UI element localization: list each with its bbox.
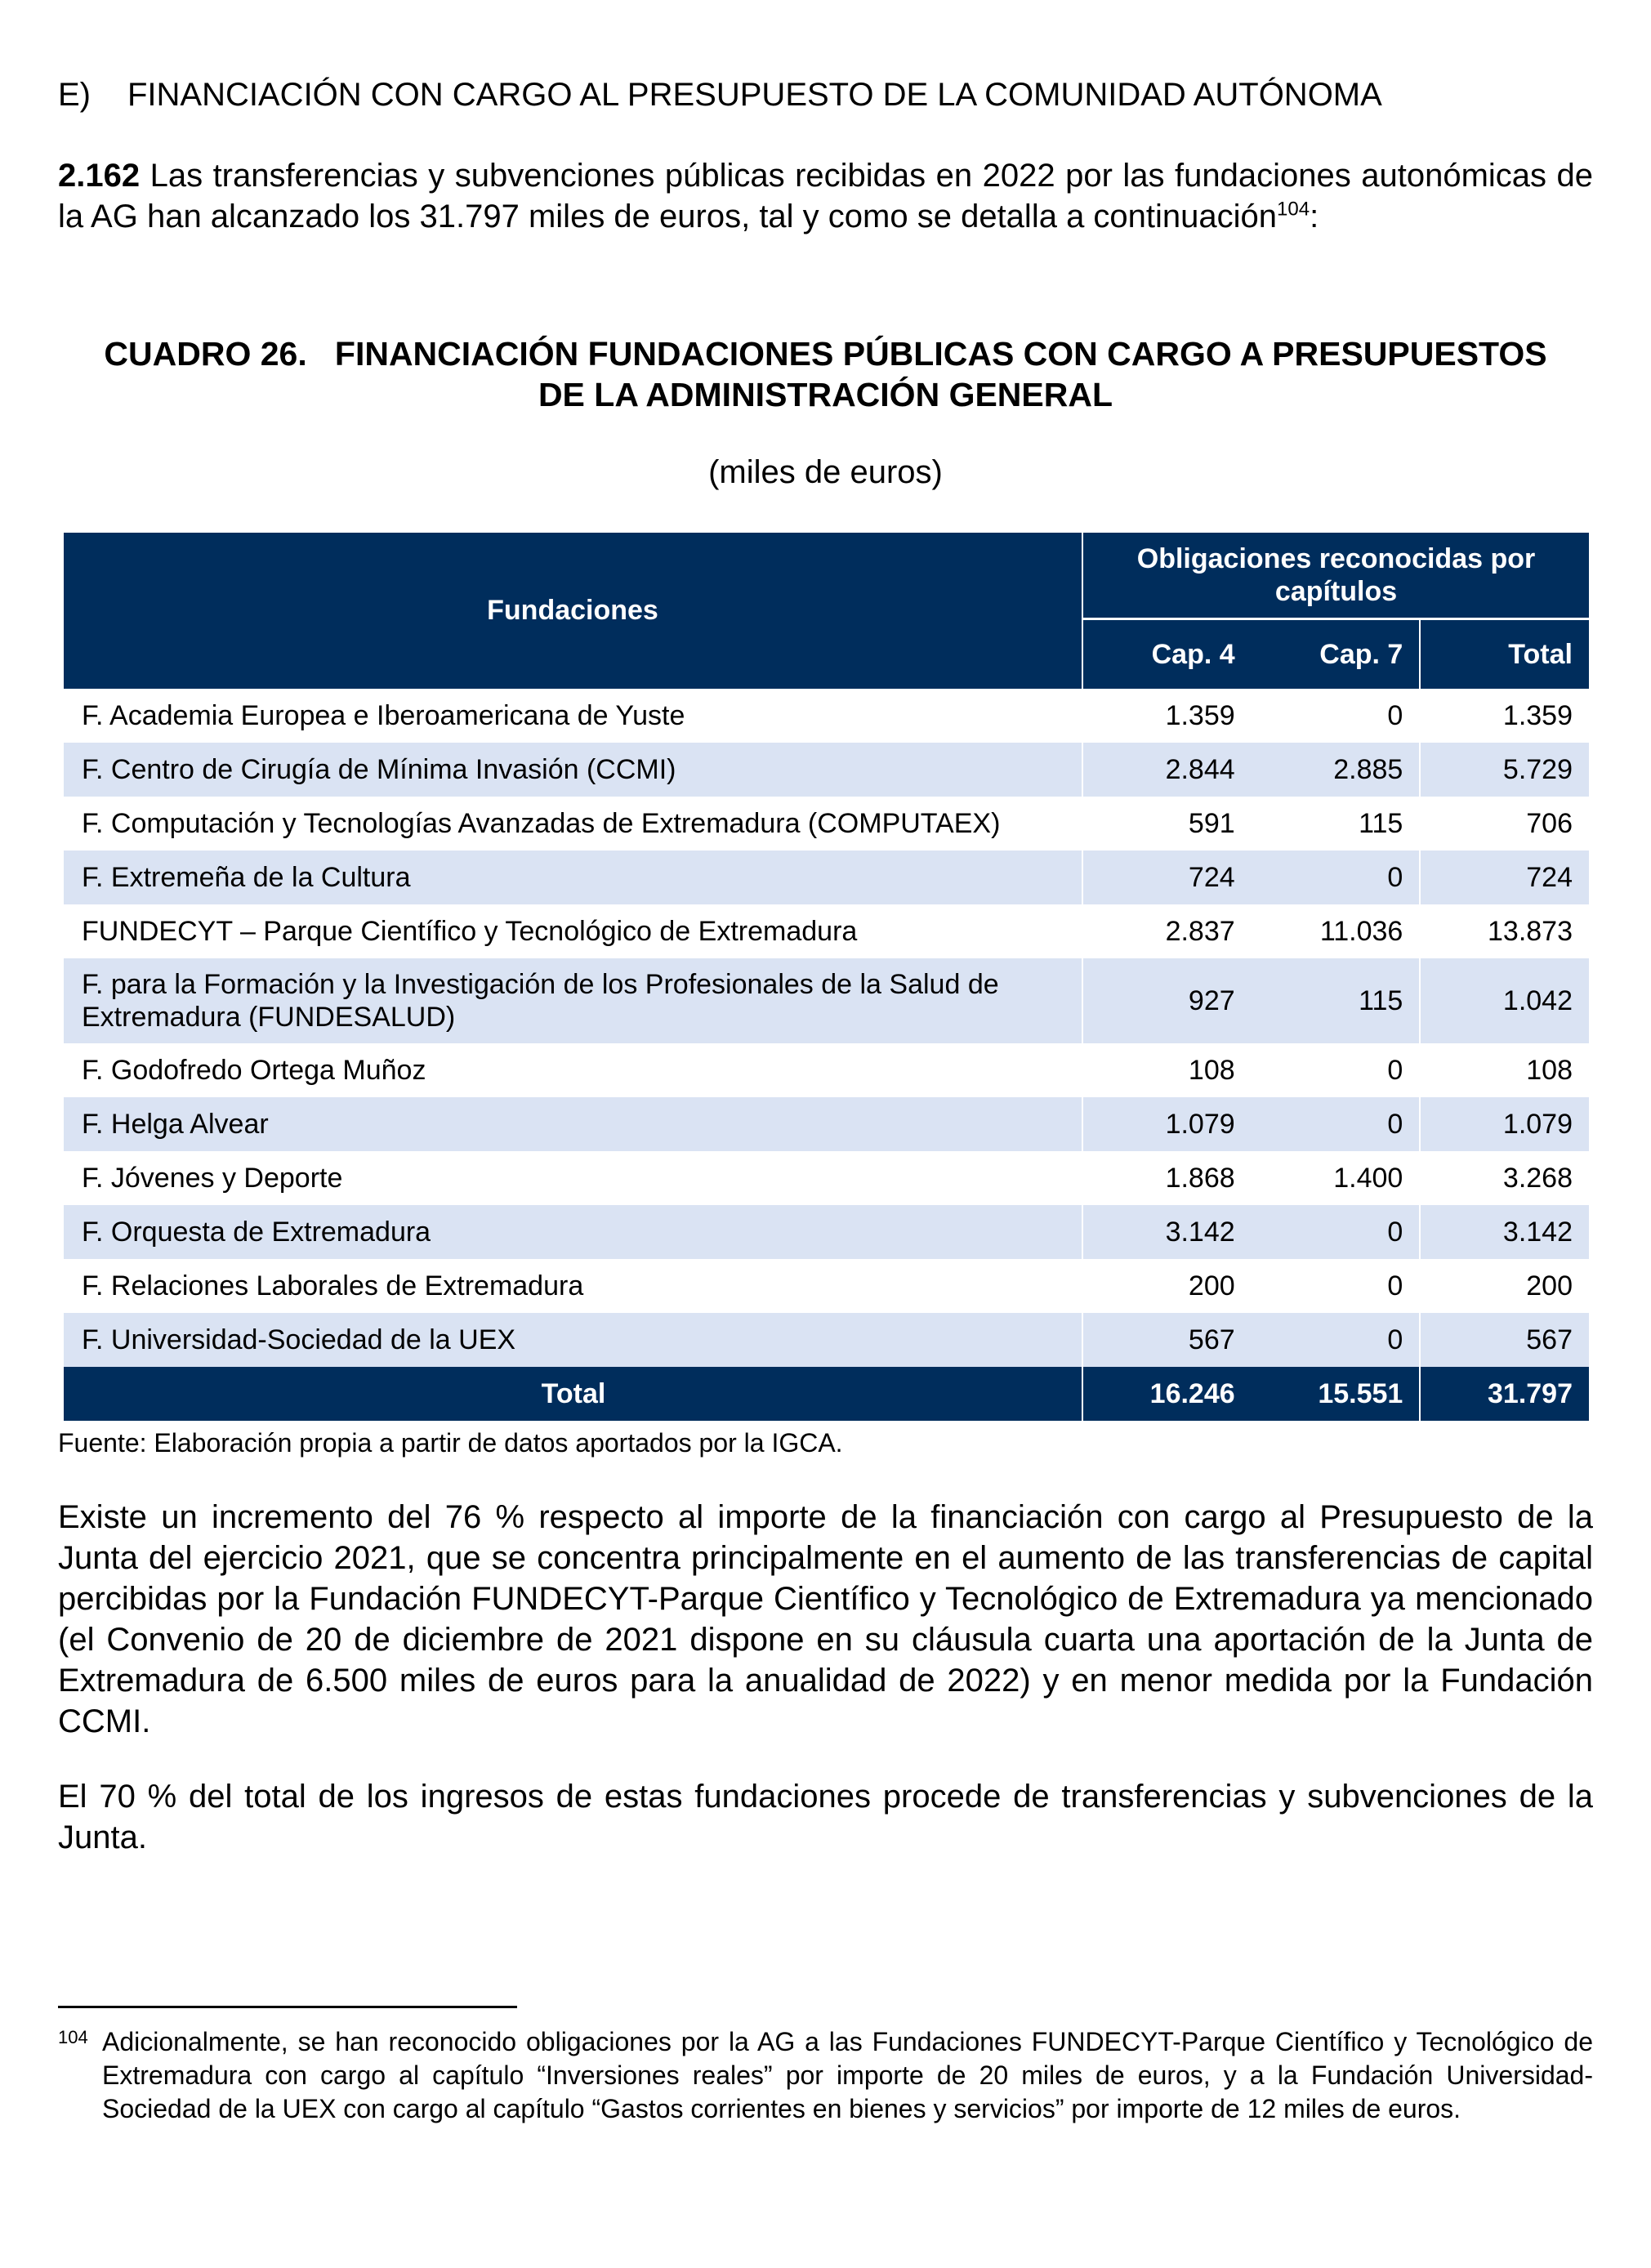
table-row <box>64 1259 1589 1313</box>
cap4-value: 3.142 <box>1082 1205 1252 1259</box>
footnote <box>58 2025 1593 2126</box>
cap4-value: 927 <box>1082 958 1252 1043</box>
footnote-ref[interactable]: 104 <box>1277 198 1310 221</box>
foundation-name: F. Universidad-Sociedad de la UEX <box>64 1313 1082 1367</box>
table-row <box>64 797 1589 850</box>
foundation-name: FUNDECYT – Parque Científico y Tecnológico de Extremadura <box>82 916 858 947</box>
table-row <box>64 904 1589 958</box>
cap4-value: 1.079 <box>1082 1097 1252 1151</box>
total-cap7: 15.551 <box>1252 1367 1421 1421</box>
header-cap7: Cap. 7 <box>1252 619 1421 690</box>
cap7-value: 0 <box>1252 850 1421 904</box>
cap7-value: 0 <box>1252 1313 1421 1367</box>
intro-paragraph <box>58 155 1593 237</box>
total-value: 200 <box>1420 1259 1589 1313</box>
foundation-name: F. Orquesta de Extremadura <box>64 1205 1082 1259</box>
cap4-value: 108 <box>1082 1043 1252 1097</box>
cap7-value: 2.885 <box>1252 743 1421 797</box>
table-row <box>64 1151 1589 1205</box>
cap7-value: 0 <box>1252 1205 1421 1259</box>
cap7-value: 115 <box>1252 958 1421 1043</box>
header-total: Total <box>1420 619 1589 690</box>
total-row <box>64 1367 1589 1421</box>
foundation-name: F. Helga Alvear <box>64 1097 1082 1151</box>
financing-table <box>64 533 1589 1421</box>
table-row <box>64 1043 1589 1097</box>
foundation-name: F. para la Formación y la Investigación de los Profesionales de la Salud de Extremadura (FUNDESALUD) <box>64 958 1082 1043</box>
increase-paragraph: Existe un incremento del 76 % respecto al importe de la financiación con cargo al Presupuesto de la Junta del ejercicio 2021, que se concentra principalmente en el aumento de las transferencias de capital percibidas por la Fundación FUNDECYT-Parque Científico y Tecnológico de Extremadura ya mencionado (el Convenio de 20 de diciembre de 2021 dispone en su cláusula cuarta una aportación de la Junta de Extremadura de 6.500 miles de euros para la anualidad de 2022) y en menor medida por la Fundación CCMI. <box>58 1499 1593 1739</box>
cap4-value: 1.868 <box>1082 1151 1252 1205</box>
header-obligaciones: Obligaciones reconocidas por capítulos <box>1082 533 1589 619</box>
table-row <box>64 743 1589 797</box>
cap4-value: 200 <box>1082 1259 1252 1313</box>
section-letter: E) <box>58 77 91 113</box>
total-value: 706 <box>1420 797 1589 850</box>
cap7-value: 0 <box>1387 1054 1403 1086</box>
cap4-value: 724 <box>1082 850 1252 904</box>
cap4-value: 2.844 <box>1082 743 1252 797</box>
paragraph-number: 2.162 <box>58 158 141 194</box>
total-cap4: 16.246 <box>1082 1367 1252 1421</box>
total-value: 1.079 <box>1420 1097 1589 1151</box>
cap7-value: 0 <box>1387 1270 1403 1301</box>
table-row <box>64 689 1589 743</box>
total-value: 567 <box>1420 1313 1589 1367</box>
total-value: 1.359 <box>1420 689 1589 743</box>
total-value: 1.042 <box>1420 958 1589 1043</box>
total-label: Total <box>64 1367 1082 1421</box>
total-value: 5.729 <box>1420 743 1589 797</box>
total-value: 724 <box>1420 850 1589 904</box>
table-source: Fuente: Elaboración propia a partir de datos aportados por la IGCA. <box>58 1428 843 1458</box>
foundation-name: F. Centro de Cirugía de Mínima Invasión (CCMI) <box>64 743 1082 797</box>
cap4-value: 591 <box>1082 797 1252 850</box>
cap7-value: 11.036 <box>1319 915 1403 947</box>
table-row <box>64 1097 1589 1151</box>
foundation-name: F. Relaciones Laborales de Extremadura <box>82 1270 584 1301</box>
header-cap4: Cap. 4 <box>1082 619 1252 690</box>
table-row <box>64 850 1589 904</box>
foundation-name: F. Godofredo Ortega Muñoz <box>82 1055 426 1086</box>
table-title <box>58 333 1593 415</box>
share-paragraph: El 70 % del total de los ingresos de estas fundaciones procede de transferencias y subvenciones de la Junta. <box>58 1779 1593 1855</box>
cap7-value: 0 <box>1387 699 1403 731</box>
footnote-number: 104 <box>58 2027 88 2047</box>
total-total: 31.797 <box>1420 1367 1589 1421</box>
section-heading <box>58 77 1382 114</box>
total-value: 108 <box>1420 1043 1589 1097</box>
foundation-name: F. Extremeña de la Cultura <box>64 850 1082 904</box>
foundation-name: F. Computación y Tecnologías Avanzadas de Extremadura (COMPUTAEX) <box>82 808 1001 839</box>
table-title-line2: DE LA ADMINISTRACIÓN GENERAL <box>538 376 1113 413</box>
table-row <box>64 1205 1589 1259</box>
foundation-name: F. Academia Europea e Iberoamericana de Yuste <box>82 700 685 731</box>
header-fundaciones: Fundaciones <box>64 533 1082 689</box>
table-title-line1: CUADRO 26. FINANCIACIÓN FUNDACIONES PÚBLICAS CON CARGO A PRESUPUESTOS <box>104 335 1547 373</box>
table-row <box>64 958 1589 1043</box>
intro-text: Las transferencias y subvenciones públicas recibidas en 2022 por las fundaciones autonómicas de la AG han alcanzado los 31.797 miles de euros, tal y como se detalla a continuación <box>58 158 1593 234</box>
cap4-value: 2.837 <box>1082 904 1252 958</box>
foundation-name: F. Jóvenes y Deporte <box>82 1163 343 1194</box>
cap7-value: 0 <box>1252 1097 1421 1151</box>
footnote-divider <box>58 2006 517 2008</box>
table-units: (miles de euros) <box>708 454 943 490</box>
cap4-value: 567 <box>1082 1313 1252 1367</box>
cap7-value: 1.400 <box>1333 1162 1403 1194</box>
total-value: 3.268 <box>1420 1151 1589 1205</box>
intro-end: : <box>1310 199 1319 234</box>
total-value: 3.142 <box>1420 1205 1589 1259</box>
cap4-value: 1.359 <box>1082 689 1252 743</box>
cap7-value: 115 <box>1359 807 1403 839</box>
total-value: 13.873 <box>1420 904 1589 958</box>
section-title: FINANCIACIÓN CON CARGO AL PRESUPUESTO DE LA COMUNIDAD AUTÓNOMA <box>127 77 1382 113</box>
table-row <box>64 1313 1589 1367</box>
footnote-text: Adicionalmente, se han reconocido obligaciones por la AG a las Fundaciones FUNDECYT-Parque Científico y Tecnológico de Extremadura con cargo al capítulo “Inversiones reales” por importe de 20 miles de euros, y a la Fundación Universidad-Sociedad de la UEX con cargo al capítulo “Gastos corrientes en bienes y servicios” por importe de 12 miles de euros. <box>102 2027 1593 2123</box>
